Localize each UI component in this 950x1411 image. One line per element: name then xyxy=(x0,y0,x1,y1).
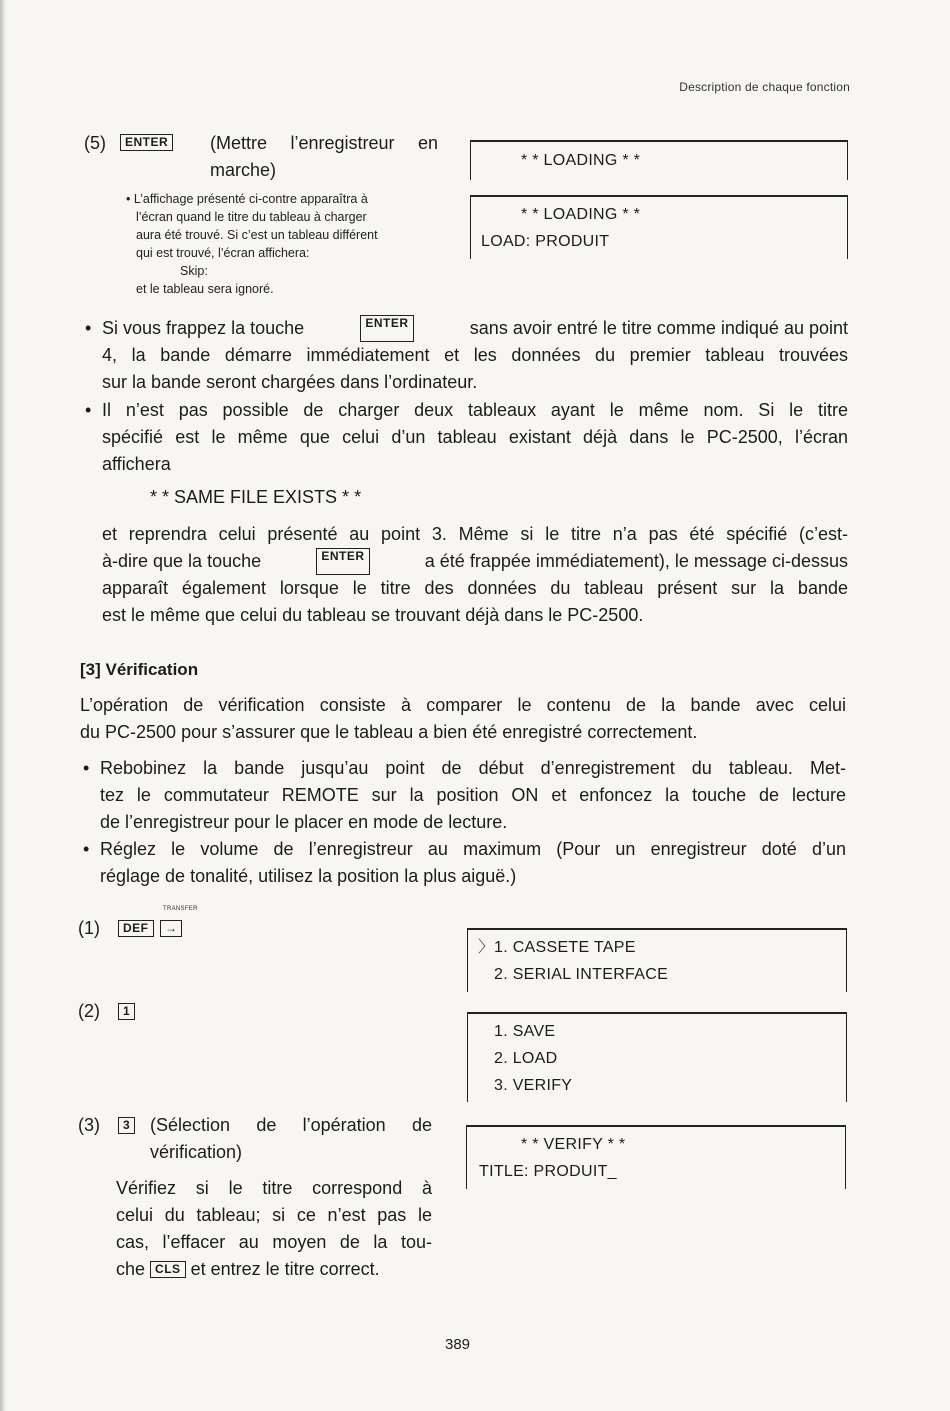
lcd-line: 1. CASSETE TAPE xyxy=(494,939,636,956)
verify-step-1-keys xyxy=(118,920,182,939)
note-line: l’écran quand le titre du tableau à charger xyxy=(136,210,367,224)
note-line: et le tableau sera ignoré. xyxy=(136,282,274,296)
lcd-device-menu xyxy=(467,928,847,992)
bullet-paragraph-same-name xyxy=(85,397,848,478)
cursor-icon: 〉 xyxy=(478,939,495,956)
transfer-key-label: TRANSFER xyxy=(163,906,198,912)
def-key: DEF xyxy=(118,920,154,937)
text-line: tez le commutateur REMOTE sur la position ON et enfoncez la touche de lecture xyxy=(100,785,846,805)
text-line: et reprendra celui présenté au point 3. Même si le titre n’a pas été spécifié (c’est- xyxy=(102,524,848,544)
section-intro xyxy=(80,692,846,746)
verify-step-3-number: (3) xyxy=(78,1115,100,1135)
digit-1-key: 1 xyxy=(118,1003,135,1020)
lcd-line: * * LOADING * * xyxy=(521,206,641,223)
note-line: • L’affichage présenté ci-contre apparaîtra à xyxy=(126,192,368,206)
bullet-rewind xyxy=(83,755,846,836)
lcd-line: TITLE: PRODUIT_ xyxy=(479,1163,617,1180)
text-line: Réglez le volume de l’enregistreur au maximum (Pour un enregistreur doté d’un xyxy=(100,839,846,859)
lcd-line: 1. SAVE xyxy=(494,1023,556,1040)
lcd-line: 2. LOAD xyxy=(494,1050,558,1067)
text-line: L’opération de vérification consiste à comparer le contenu de la bande avec celui xyxy=(80,695,846,715)
text-line: est le même que celui du tableau se trouvant déjà dans le PC-2500. xyxy=(102,605,644,625)
lcd-loading-title-screen xyxy=(470,195,848,259)
lcd-line: 3. VERIFY xyxy=(494,1077,573,1094)
arrow-key: → xyxy=(160,920,183,937)
enter-key: ENTER xyxy=(316,548,369,575)
text-fragment: à-dire que la touche xyxy=(102,551,262,571)
text-line: de l’enregistreur pour le placer en mode de lecture. xyxy=(100,812,508,832)
note-line: qui est trouvé, l’écran affichera: xyxy=(136,246,310,260)
verify-step-3-description xyxy=(116,1175,432,1283)
step-5-text-line2: marche) xyxy=(210,160,277,180)
note-line: aura été trouvé. Si c’est un tableau différent xyxy=(136,228,378,242)
digit-3-key: 3 xyxy=(118,1117,135,1134)
text-line: celui du tableau; si ce n’est pas le xyxy=(116,1205,432,1225)
text-line: Vérifiez si le titre correspond à xyxy=(116,1178,432,1198)
lcd-loading-screen xyxy=(470,140,848,180)
verify-step-2-key xyxy=(118,1003,135,1022)
text-line: spécifié est le même que celui d’un tableau existant déjà dans le PC-2500, l’écran xyxy=(102,427,848,447)
bullet-icon: • xyxy=(83,758,90,778)
verify-step-3-text-line1: (Sélection de l’opération de xyxy=(150,1115,432,1135)
text-line: Rebobinez la bande jusqu’au point de début d’enregistrement du tableau. Met- xyxy=(100,758,846,778)
bullet-icon: • xyxy=(85,318,92,338)
text-fragment: a été frappée immédiatement), le message ci-dessus xyxy=(424,551,848,571)
verify-step-3-key xyxy=(118,1117,135,1136)
page-number: 389 xyxy=(445,1336,471,1353)
text-line: affichera xyxy=(102,454,171,474)
bullet-icon: • xyxy=(85,400,92,420)
lcd-verify-screen xyxy=(466,1125,846,1189)
running-header: Description de chaque fonction xyxy=(679,80,850,94)
lcd-operation-menu xyxy=(467,1012,847,1102)
enter-key: ENTER xyxy=(360,315,413,342)
lcd-line: * * VERIFY * * xyxy=(521,1136,626,1153)
text-fragment: che xyxy=(116,1259,146,1279)
lcd-line: * * LOADING * * xyxy=(521,152,641,169)
bullet-icon: • xyxy=(83,839,90,859)
section-heading: [3] Vérification xyxy=(80,660,199,679)
verify-step-2-number: (2) xyxy=(78,1001,100,1021)
text-line: Il n’est pas possible de charger deux tableaux ayant le même nom. Si le titre xyxy=(102,400,848,420)
verify-step-3-text-line2: vérification) xyxy=(150,1142,243,1162)
step-5-key xyxy=(120,134,173,153)
text-line: du PC-2500 pour s’assurer que le tableau a bien été enregistré correctement. xyxy=(80,722,698,742)
paragraph-continuation xyxy=(102,521,848,629)
lcd-line: LOAD: PRODUIT xyxy=(481,233,610,250)
step-5-note xyxy=(126,190,378,298)
text-line: cas, l’effacer au moyen de la tou- xyxy=(116,1232,432,1252)
step-5-text-line1: (Mettre l’enregistreur en xyxy=(210,133,438,153)
text-line: réglage de tonalité, utilisez la position la plus aiguë.) xyxy=(100,866,517,886)
text-line: 4, la bande démarre immédiatement et les données du premier tableau trouvées xyxy=(102,345,848,365)
step-5-number: (5) xyxy=(84,133,106,153)
cls-key: CLS xyxy=(150,1261,186,1278)
text-line: apparaît également lorsque le titre des données du tableau présent sur la bande xyxy=(102,578,848,598)
note-line: Skip: xyxy=(180,264,208,278)
lcd-line: 2. SERIAL INTERFACE xyxy=(494,966,669,983)
text-fragment: sans avoir entré le titre comme indiqué au point xyxy=(469,318,848,338)
page-binding-shadow xyxy=(0,0,6,1411)
text-fragment: Si vous frappez la touche xyxy=(102,318,305,338)
bullet-volume xyxy=(83,836,846,890)
bullet-paragraph-enter xyxy=(85,315,848,396)
enter-key: ENTER xyxy=(120,134,173,151)
text-fragment: et entrez le titre correct. xyxy=(190,1259,380,1279)
text-line: sur la bande seront chargées dans l’ordinateur. xyxy=(102,372,478,392)
verify-step-1-number: (1) xyxy=(78,918,100,938)
same-file-exists-message: * * SAME FILE EXISTS * * xyxy=(150,487,362,507)
